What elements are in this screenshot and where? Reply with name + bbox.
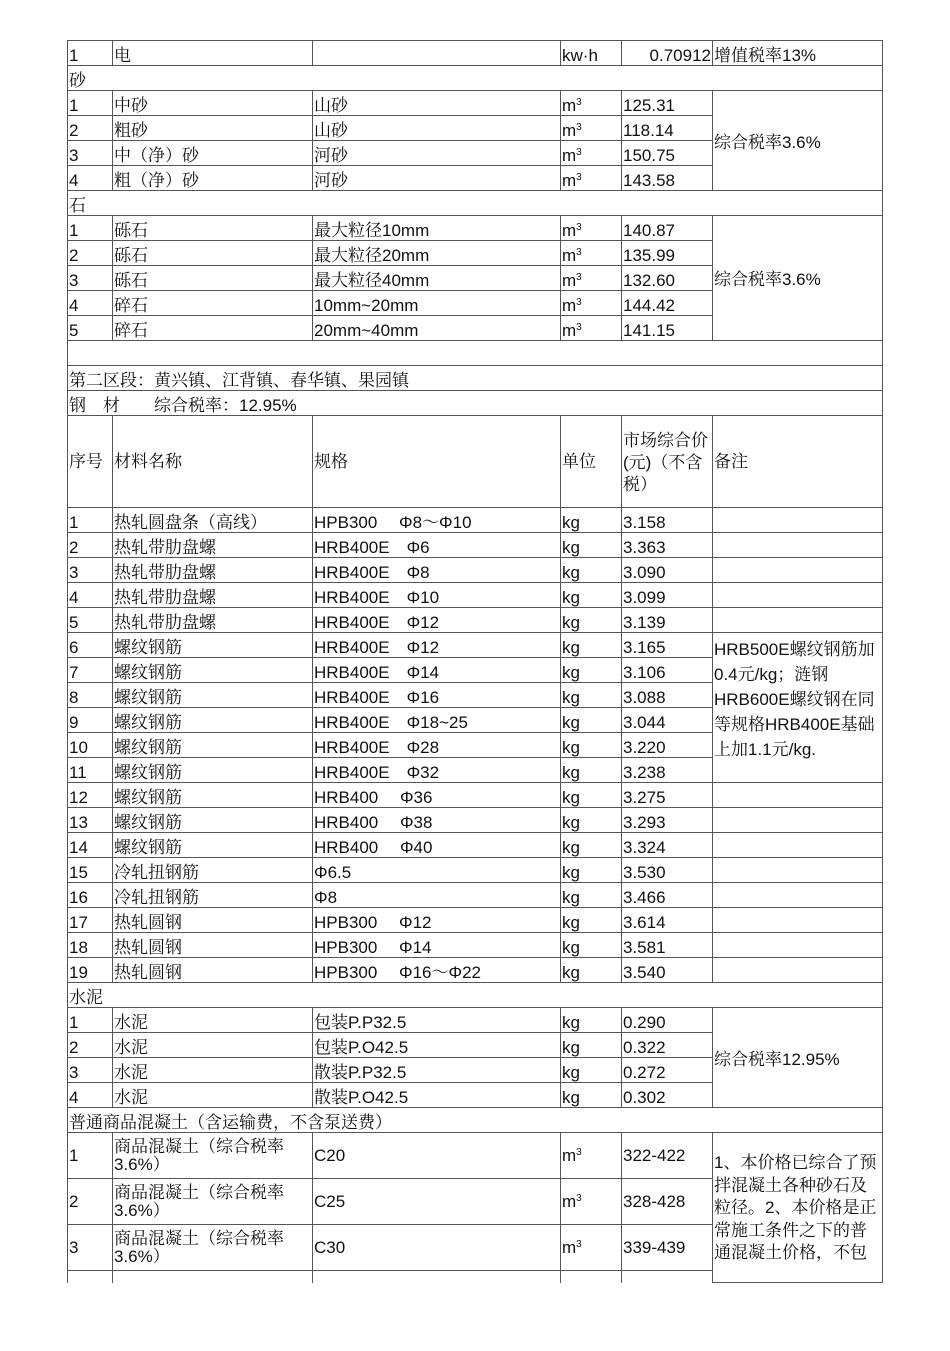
section-title: 石 [68,191,883,216]
partial-cell [313,1271,561,1283]
unit: kg [561,608,622,633]
row-no: 19 [68,958,113,983]
material-name: 螺纹钢筋 [113,758,313,783]
spec: HRB400E Φ18~25 [313,708,561,733]
spec: 10mm~20mm [313,291,561,316]
spec: 包装P.P32.5 [313,1008,561,1033]
material-name: 粗（净）砂 [113,166,313,191]
material-name: 螺纹钢筋 [113,658,313,683]
unit: $m^3$ [561,141,622,166]
row-no: 1 [68,1008,113,1033]
row-no: 3 [68,141,113,166]
material-name: 商品混凝土（综合税率3.6%） [113,1133,313,1179]
table-row [68,883,883,908]
material-name: 螺纹钢筋 [113,783,313,808]
note-empty [713,783,883,808]
spec: HRB400 Φ36 [313,783,561,808]
row-no: 3 [68,1058,113,1083]
spec: HPB300 Φ12 [313,908,561,933]
note-empty [713,608,883,633]
section-header-stone [68,191,883,216]
price: 3.090 [622,558,713,583]
price: 3.363 [622,533,713,558]
row-no: 4 [68,583,113,608]
page-bottom-margin [0,1291,950,1351]
unit: kg [561,533,622,558]
row-no: 3 [68,1225,113,1271]
price: 125.31 [622,91,713,116]
note-empty [713,883,883,908]
spec: 河砂 [313,141,561,166]
table-row [68,633,883,658]
spec: C20 [313,1133,561,1179]
price: 150.75 [622,141,713,166]
table-row [68,533,883,558]
table-row [68,91,883,116]
price: 0.322 [622,1033,713,1058]
unit: kg [561,933,622,958]
partial-cell [68,1271,113,1283]
spec: HPB300 Φ14 [313,933,561,958]
price: 3.158 [622,508,713,533]
spec: HRB400E Φ32 [313,758,561,783]
spec: 山砂 [313,116,561,141]
price: 3.088 [622,683,713,708]
material-name: 砾石 [113,266,313,291]
column-headers [68,416,883,508]
price: 144.42 [622,291,713,316]
row-no: 4 [68,1083,113,1108]
material-name: 螺纹钢筋 [113,708,313,733]
table-row [68,1133,883,1179]
row-no: 17 [68,908,113,933]
note: 综合税率12.95% [713,1008,883,1108]
section-title: 水泥 [68,983,883,1008]
unit: $m^3$ [561,316,622,341]
material-name: 热轧带肋盘螺 [113,533,313,558]
table-row [68,558,883,583]
note-empty [713,958,883,983]
unit: $m^3$ [561,216,622,241]
row-no: 9 [68,708,113,733]
partial-cell [561,1271,622,1283]
price: 3.466 [622,883,713,908]
price: 0.272 [622,1058,713,1083]
row-no: 5 [68,608,113,633]
note: 1、本价格已综合了预拌混凝土各种砂石及粒径。2、本价格是正常施工条件之下的普通混凝土价格，不包 [713,1133,883,1283]
material-name: 热轧圆钢 [113,933,313,958]
row-no: 1 [68,508,113,533]
row-no: 14 [68,833,113,858]
row-no: 16 [68,883,113,908]
unit: kg [561,883,622,908]
unit: kg [561,683,622,708]
table-row [68,583,883,608]
price: 3.106 [622,658,713,683]
spec: HRB400E Φ14 [313,658,561,683]
unit: kg [561,783,622,808]
row-no: 4 [68,166,113,191]
unit: kg [561,708,622,733]
table-row [68,858,883,883]
price: 3.540 [622,958,713,983]
price: 0.302 [622,1083,713,1108]
row-no: 12 [68,783,113,808]
unit: kg [561,808,622,833]
row-no: 6 [68,633,113,658]
table-row [68,908,883,933]
unit: $m^3$ [561,116,622,141]
unit: $m^3$ [561,166,622,191]
unit: $m^3$ [561,1225,622,1271]
spec: 山砂 [313,91,561,116]
spec: 最大粒径10mm [313,216,561,241]
section-title: 钢 材 综合税率：12.95% [68,391,883,416]
note-empty [713,908,883,933]
spec: HRB400E Φ6 [313,533,561,558]
price: 3.044 [622,708,713,733]
zone-title-row [68,366,883,391]
spec: HPB300 Φ8～Φ10 [313,508,561,533]
spec: HRB400 Φ38 [313,808,561,833]
note: 综合税率3.6% [713,216,883,341]
table-row [68,833,883,858]
price: 3.581 [622,933,713,958]
note-empty [713,933,883,958]
material-name: 热轧带肋盘螺 [113,558,313,583]
unit: $m^3$ [561,266,622,291]
row-no: 2 [68,116,113,141]
row-no: 7 [68,658,113,683]
table-row [68,608,883,633]
material-name: 中（净）砂 [113,141,313,166]
unit: kg [561,958,622,983]
price: 3.220 [622,733,713,758]
spec: HRB400E Φ16 [313,683,561,708]
material-name: 碎石 [113,316,313,341]
header-price: 市场综合价(元)（不含税） [622,416,713,508]
note-empty [713,508,883,533]
section-header-sand [68,66,883,91]
price-table [67,40,883,1283]
section-header-concrete [68,1108,883,1133]
material-name: 商品混凝土（综合税率3.6%） [113,1179,313,1225]
row-no: 2 [68,1033,113,1058]
material-name: 砾石 [113,216,313,241]
material-name: 冷轧扭钢筋 [113,883,313,908]
section-header-cement [68,983,883,1008]
row-no: 15 [68,858,113,883]
unit: kg [561,908,622,933]
row-no: 5 [68,316,113,341]
price: 140.87 [622,216,713,241]
empty-cell [68,341,883,366]
material-name: 螺纹钢筋 [113,833,313,858]
row-no: 1 [68,41,113,66]
price: 3.324 [622,833,713,858]
material-name: 螺纹钢筋 [113,633,313,658]
table-row [68,216,883,241]
price: 141.15 [622,316,713,341]
unit: kg [561,1058,622,1083]
unit: $m^3$ [561,241,622,266]
note: 综合税率3.6% [713,91,883,191]
spec: HPB300 Φ16～Φ22 [313,958,561,983]
row-no: 1 [68,91,113,116]
note: 增值税率13% [713,41,883,66]
row-no: 8 [68,683,113,708]
price: 3.165 [622,633,713,658]
header-no: 序号 [68,416,113,508]
material-name: 水泥 [113,1058,313,1083]
material-name: 热轧带肋盘螺 [113,583,313,608]
spec: Φ6.5 [313,858,561,883]
material-name: 螺纹钢筋 [113,683,313,708]
price: 3.238 [622,758,713,783]
price: 118.14 [622,116,713,141]
section-title: 砂 [68,66,883,91]
material-name: 中砂 [113,91,313,116]
section-header-steel [68,391,883,416]
material-name: 粗砂 [113,116,313,141]
spec: 20mm~40mm [313,316,561,341]
material-name: 碎石 [113,291,313,316]
price: 143.58 [622,166,713,191]
header-note: 备注 [713,416,883,508]
header-spec: 规格 [313,416,561,508]
price: 339-439 [622,1225,713,1271]
price: 3.275 [622,783,713,808]
material-name: 热轧圆钢 [113,958,313,983]
unit: $m^3$ [561,91,622,116]
partial-cell [113,1271,313,1283]
unit: $m^3$ [561,291,622,316]
unit: kg [561,1033,622,1058]
price: 3.530 [622,858,713,883]
row-no: 1 [68,216,113,241]
section-title: 普通商品混凝土（含运输费，不含泵送费） [68,1108,883,1133]
table-row [68,1008,883,1033]
spec: 最大粒径40mm [313,266,561,291]
table-row [68,508,883,533]
row-no: 4 [68,291,113,316]
material-name: 热轧带肋盘螺 [113,608,313,633]
spec: 最大粒径20mm [313,241,561,266]
unit: kg [561,733,622,758]
price: 3.139 [622,608,713,633]
unit: kg [561,758,622,783]
material-name: 冷轧扭钢筋 [113,858,313,883]
spec: 河砂 [313,166,561,191]
row-no: 2 [68,241,113,266]
row-no: 3 [68,558,113,583]
table-row [68,958,883,983]
unit: kg [561,583,622,608]
note-empty [713,558,883,583]
material-name: 螺纹钢筋 [113,808,313,833]
spec: 散装P.P32.5 [313,1058,561,1083]
row-no: 11 [68,758,113,783]
note-empty [713,833,883,858]
material-name: 电 [113,41,313,66]
row-no: 1 [68,1133,113,1179]
unit: $m^3$ [561,1179,622,1225]
unit: kg [561,833,622,858]
row-no: 10 [68,733,113,758]
empty-row [68,341,883,366]
spec: HRB400E Φ12 [313,608,561,633]
spec: 包装P.O42.5 [313,1033,561,1058]
row-no: 13 [68,808,113,833]
price: 135.99 [622,241,713,266]
unit: kg [561,558,622,583]
material-name: 商品混凝土（综合税率3.6%） [113,1225,313,1271]
unit: kg [561,858,622,883]
material-name: 热轧圆盘条（高线） [113,508,313,533]
table-row [68,808,883,833]
row-no: 2 [68,1179,113,1225]
price: 328-428 [622,1179,713,1225]
table-row [68,783,883,808]
spec [313,41,561,66]
spec: HRB400E Φ8 [313,558,561,583]
note-empty [713,533,883,558]
price: 0.70912 [622,41,713,66]
price: 0.290 [622,1008,713,1033]
spec: HRB400 Φ40 [313,833,561,858]
price: 132.60 [622,266,713,291]
zone-title: 第二区段：黄兴镇、江背镇、春华镇、果园镇 [68,366,883,391]
spec: HRB400E Φ28 [313,733,561,758]
unit: kg [561,658,622,683]
unit: kg [561,633,622,658]
unit: kg [561,1083,622,1108]
table-row [68,41,883,66]
header-unit: 单位 [561,416,622,508]
row-no: 3 [68,266,113,291]
spec: 散装P.O42.5 [313,1083,561,1108]
material-name: 水泥 [113,1033,313,1058]
note-empty [713,808,883,833]
material-name: 砾石 [113,241,313,266]
partial-cell [622,1271,713,1283]
spec: C25 [313,1179,561,1225]
price: 3.293 [622,808,713,833]
price: 322-422 [622,1133,713,1179]
table-row [68,933,883,958]
material-name: 螺纹钢筋 [113,733,313,758]
unit: kw·h [561,41,622,66]
spec: HRB400E Φ12 [313,633,561,658]
note-empty [713,858,883,883]
material-name: 水泥 [113,1083,313,1108]
unit: $m^3$ [561,1133,622,1179]
spec: C30 [313,1225,561,1271]
spec: Φ8 [313,883,561,908]
unit: kg [561,1008,622,1033]
price: 3.614 [622,908,713,933]
row-no: 18 [68,933,113,958]
price: 3.099 [622,583,713,608]
spec: HRB400E Φ10 [313,583,561,608]
note-empty [713,583,883,608]
row-no: 2 [68,533,113,558]
unit: kg [561,508,622,533]
header-name: 材料名称 [113,416,313,508]
note: HRB500E螺纹钢筋加0.4元/kg；涟钢HRB600E螺纹钢在同等规格HRB400E基础上加1.1元/kg. [713,633,883,783]
material-name: 水泥 [113,1008,313,1033]
material-name: 热轧圆钢 [113,908,313,933]
